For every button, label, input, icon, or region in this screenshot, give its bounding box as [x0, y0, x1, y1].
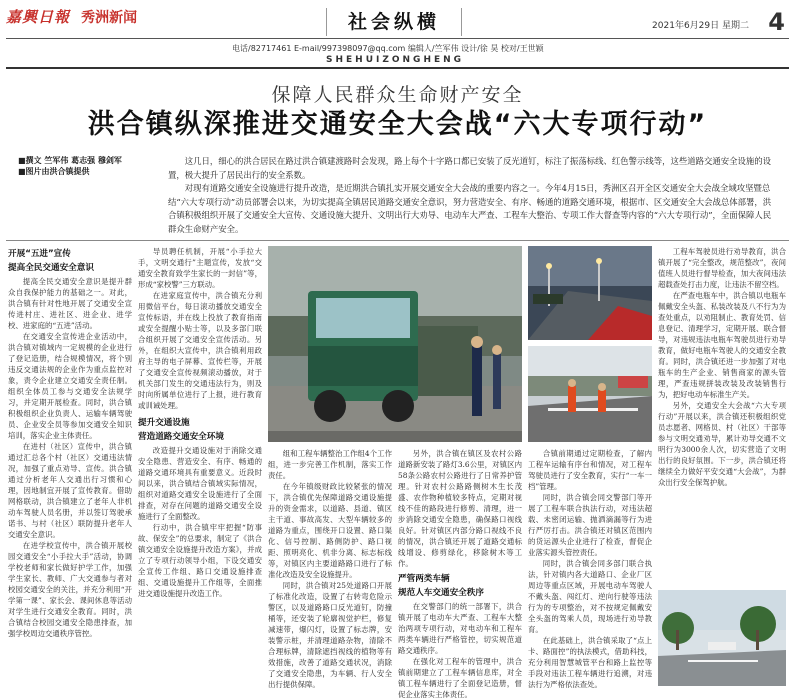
col3-para: 组和工程车辆整治工作组4个工作组，进一步完善工作机制，落实工作责任。 [268, 449, 392, 480]
col2-para: 改造提升交通设施对于消除交通安全隐患、营造安全、有序、畅通的道路交通环境具有重要意义。近段时间以来，洪合镇结合镇域实际情况，组织对道路交通安全设施进行了全面排查，对存在问题的道路交通安全设施进行了全面整改。 [138, 446, 262, 521]
page-number: 4 [768, 8, 785, 36]
col5-para: 同时，洪合镇会同多部门联合执法，针对镇内各大道路口、企业厂区周边等重点区域，开展电动车驾驶人不戴头盔、闯红灯、逆向行驶等违法行为的专项整治，对不按规定佩戴安全头盔的驾乘人员，现场进行劝导教育。 [528, 559, 652, 634]
column-4 [398, 448, 522, 699]
lead-rule [6, 240, 789, 241]
edition-name: 秀洲新闻 [81, 10, 138, 26]
col2-heading-2: 营造道路交通安全环境 [138, 432, 224, 442]
masthead [6, 6, 306, 28]
column-5 [528, 448, 652, 689]
header-rule [6, 67, 789, 69]
col1-para: 在进学校宣传中，洪合镇开展校园交通安全“小手拉大手”活动，协调学校老师和家长做好护学工作，加强学生家长、教师、广大交通参与者对校园交通安全的关注，并充分利用“开学第一课”、家长会、课间休息等活动对学生进行交通安全教育。同时，洪合镇结合校园交通安全隐患排查，加强学校周边交通秩序管控。 [8, 541, 132, 638]
col6-para: 工程车驾驶员进行劝导教育，洪合镇开展了“完全整改，规范整改”，夜间值班人员进行督导检查，加大夜间违法超载查处打击力度，让违法不留空档。 [658, 247, 786, 289]
col3-para: 在今年镇级财政比较紧张的情况下，洪合镇优先保障道路交通设施提升的资金需求，以道路、县道、镇区主干道、事故高发、大型车辆较多的道路为重点，围绕开口设置、路口渠化、信号控制、路侧防护、路口视距、照明亮化、机非分离、标志标线等，对镇区内主要道路路口进行了标准化改造及安全设施提升。 [268, 482, 392, 579]
street-trees-photo [658, 590, 786, 686]
byline-author: ■撰文 竺军伟 葛志强 穆剑军 [18, 156, 122, 165]
street-photo-illustration [658, 590, 786, 686]
top-rule [6, 38, 789, 39]
column-2 [138, 246, 262, 686]
col2-para: 行动中，洪合镇牢牢把握“防事故、保安全”的总要求，制定了《洪合镇交通安全设施提升改造方案》，并成立了专项行动领导小组，下设交通安全宣传工作组、路口交通设施排查组、交通设施提升工作组等，全面推进交通设施提升改造工作。 [138, 523, 262, 598]
road-dusk-photo [528, 246, 652, 340]
col1-para: 在进村（社区）宣传中，洪合镇通过汇总各个村（社区）交通违法情况，加强了重点劝导、宣传。洪合镇通过分析老年人交通出行习惯和心理，因地制宜开展了宣传教育。借助网格联动，洪合镇建立了老年人非机动车驾驶人员名册，并以签订驾驶承诺书、与村（社区）联防提升老年人交通安全意识。 [8, 442, 132, 539]
article-subtitle: 保障人民群众生命财产安全 [271, 84, 524, 106]
editor-contact: 电话/82717461 E-mail/997398097@qq.com 编辑人/竺军伟 设计/徐 昊 校对/王世颖 [232, 44, 544, 53]
column-1 [8, 246, 132, 686]
col4-para: 在强化对工程车的管理中，洪合镇前期建立了工程车辆信息库，对全镇工程车辆进行了全面登记造册，督促企业落实主体责任。 [398, 657, 522, 699]
section-header [326, 8, 462, 36]
col1-heading-1: 开展“五进”宣传 [8, 249, 71, 259]
truck-checkpoint-photo [268, 246, 522, 442]
col4-heading-2: 规范人车交通安全秩序 [398, 588, 484, 598]
road-photo-illustration [528, 246, 652, 340]
col2-para: 在进家庭宣传中，洪合镇充分利用微信平台，每日滚动播放交通安全宣传标语，并在线上投放了教育指南或安全提醒小贴士等，以及多部门联合组织开展了交通安全宣传活动。另外，在组织大宣传中，洪合镇利用政府主导的电子屏幕、宣传栏等，开展了交通安全宣传视频滚动播放，对于机关部门发生的交通违法行为，则及时向所属单位进行了上报，进行教育或训诫处理。 [138, 291, 262, 410]
col1-para: 在交通安全宣传进企业活动中，洪合镇对镇域内一定规模的企业进行了登记造册，结合规模情况，将个别违反交通法规的企业作为重点监控对象，责令企业建立交通安全责任制。组织全体员工参与交通安全法规学习，并定期开展检查。同时，洪合镇积极组织企业负责人、运输车辆驾驶员、企业安全员等参加交通安全知识培训，落实企业主体责任。 [8, 332, 132, 440]
column-3 [268, 448, 392, 689]
col6-para: 在严查电瓶车中，洪合镇以电瓶车佩戴安全头盔、私装改装及八不行为为查处重点，以劝阻制止、教育处罚、信息登记、清理学习，定期开展、联合督导，对违规违法电瓶车驾驶员进行劝导教育，做好电瓶车驾驶人的交通安全教育。同时，洪合镇还进一步加强了对电瓶车的生产企业、销售商家的源头管理，严查违规拼装改装及改装销售行为，把好电动车标准生产关。 [658, 291, 786, 399]
byline [18, 155, 138, 177]
col6-para: 另外，交通安全大会战“六大专项行动”开展以来，洪合镇还积极组织党员志愿者、网格员、村（社区）干部等参与文明交通劝导，累计劝导交通不文明行为3000余人次，切实营造了文明出行的良好氛围。下一步，洪合镇还将继续全力做好平安交通“大会战”，为群众出行安全保驾护航。 [658, 401, 786, 487]
section-pinyin: SHEHUIZONGHENG [326, 55, 465, 65]
col3-para: 同时，洪合镇对25处道路口开展了标准化改造，设置了右转弯危险示警区，以及道路路口反光道钉，防撞桶等，还安装了轮廓视觉护栏，修复减速带，爆闪灯，设置了标志牌，安装警示桩，并清理道路杂物，清除不合理标牌，清除遮挡视线的植物等有效措施，改善了道路交通状况，消除了交通安全隐患，为车辆、行人安全出行提供保障。 [268, 581, 392, 689]
col1-para: 提高全民交通安全意识是提升群众自我保护能力的基础之一。对此，洪合镇有针对性地开展了交通安全宣传进村庄、进社区、进企业、进学校、进家庭的“五进”活动。 [8, 277, 132, 330]
newspaper-logo: 嘉興日報 [6, 8, 71, 26]
col2-heading-1: 提升交通设施 [138, 418, 190, 428]
section-title: 社会纵横 [347, 11, 440, 33]
road-marker-photo [528, 346, 652, 442]
col4-para: 在交警部门的统一部署下，洪合镇开展了电动车大严查、工程车大整治两项专项行动，对电动车和工程车两类车辆进行严格管控，切实规范道路交通秩序。 [398, 602, 522, 655]
article-headline: 洪合镇纵深推进交通安全大会战“六大专项行动” [87, 109, 708, 140]
col2-para: 导员聘任机制，开展“小手拉大手，文明交通行”主题宣传，发放“交通安全教育致学生家长的一封信”等，形成“家校警”三方联动。 [138, 247, 262, 289]
truck-photo-illustration [268, 246, 522, 442]
col5-para: 合镇前期通过定期检查，了解内工程车运输有序台和情况，对工程车驾驶员进行了安全教育，实行“一车一档”管理。 [528, 449, 652, 491]
article-lead [168, 155, 778, 236]
col4-heading-1: 严管两类车辆 [398, 574, 450, 584]
col4-para: 另外，洪合镇在镇区及农村公路道路新安装了路灯3.6公里，对镇区内58条公路农村公路进行了日常养护管理。针对农村公路路侧树木生长茂盛、农作物种植较多特点，定期对视线不佳的路段进行修剪、清理，进一步消除交通安全隐患，确保路口视线良好。针对镇区内部分路口视线不良的情况，洪合镇还开展了道路交通标线增设、修剪绿化，移除树木等工作。 [398, 449, 522, 568]
column-6 [658, 246, 786, 586]
issue-date: 2021年6月29日 星期二 [652, 21, 749, 31]
byline-photo: ■图片由洪合镇提供 [18, 167, 90, 176]
col5-para: 在此基础上，洪合镇采取了“点上卡、路面控”的执法模式，借助科技，充分利用智慧城管平台和路上监控等手段对违法工程车辆进行追溯，对违法行为严格依法查处。 [528, 636, 652, 689]
lead-para-1: 这几日，细心的洪合居民在路过洪合镇建渡路时会发现，路上每个十字路口都已安装了反光道钉，标注了振荡标线、红色警示线等，这些道路交通安全设施的设置，极大提升了居民出行的安全系数。 [168, 156, 772, 180]
col5-para: 同时，洪合镇会同交警部门等开展了工程车联合执法行动，对违法超载、未密闭运输、抛洒滴漏等行为进行严厉打击。洪合镇还对镇区范围内的货运源头企业进行了检查，督促企业落实源头管控责任。 [528, 493, 652, 557]
marker-photo-illustration [528, 346, 652, 442]
lead-para-2: 对现有道路交通安全设施进行提升改造，是近期洪合镇扎实开展交通安全大会战的重要内容之一。今年4月15日，秀洲区召开全区交通安全大会战全域攻坚暨总结“六大专项行动”动员部署会以来，为切实提高全镇居民道路交通安全意识，努力营造安全、有序、畅通的道路交通环境，根据市、区交通安全大会战总体部署，洪合镇积极组织开展了交通安全大宣传、交通设施大提升、文明出行大劝导、电动车大严查、工程车大整治、专项工作大督查等内容的“六大专项行动”，全面保障人民群众生命财产安全。 [168, 183, 772, 234]
col1-heading-2: 提高全民交通安全意识 [8, 263, 94, 273]
